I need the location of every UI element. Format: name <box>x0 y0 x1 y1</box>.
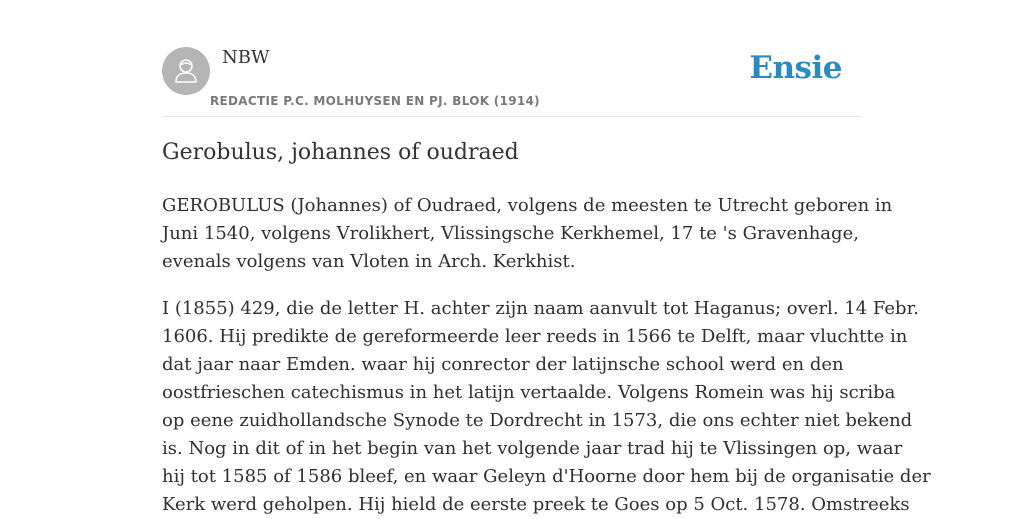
ensie-logo[interactable]: Ensie <box>749 50 842 86</box>
paragraph-line: is. Nog in dit of in het begin van het volgende jaar trad hij te Vlissingen op, waar <box>162 438 903 459</box>
article-paragraph-1 <box>162 192 893 276</box>
paragraph-line: evenals volgens van Vloten in Arch. Kerkhist. <box>162 251 576 272</box>
user-icon <box>171 56 201 86</box>
paragraph-line: op eene zuidhollandsche Synode te Dordrecht in 1573, die ons echter niet bekend <box>162 410 913 431</box>
article-title: Gerobulus, johannes of oudraed <box>162 140 519 165</box>
paragraph-line: I (1855) 429, die de letter H. achter zijn naam aanvult tot Haganus; overl. 14 Febr. <box>162 298 919 319</box>
paragraph-line: hij tot 1585 of 1586 bleef, en waar Geleyn d'Hoorne door hem bij de organisatie der <box>162 466 931 487</box>
paragraph-line: oostfrieschen catechismus in het latijn vertaalde. Volgens Romein was hij scriba <box>162 382 896 403</box>
article-header <box>162 0 862 117</box>
paragraph-line: 1606. Hij predikte de gereformeerde leer reeds in 1566 te Delft, maar vluchtte in <box>162 326 908 347</box>
avatar[interactable] <box>162 47 210 95</box>
editor-credit: REDACTIE P.C. MOLHUYSEN EN PJ. BLOK (1914) <box>210 94 540 108</box>
paragraph-line: dat jaar naar Emden. waar hij conrector der latijnsche school werd en den <box>162 354 844 375</box>
paragraph-line: Kerk werd geholpen. Hij hield de eerste preek te Goes op 5 Oct. 1578. Omstreeks <box>162 494 910 515</box>
page-container <box>162 0 931 515</box>
article-paragraph-2 <box>162 295 931 519</box>
author-name[interactable]: NBW <box>222 47 270 68</box>
paragraph-line: GEROBULUS (Johannes) of Oudraed, volgens de meesten te Utrecht geboren in <box>162 195 893 216</box>
paragraph-line: Juni 1540, volgens Vrolikhert, Vlissingsche Kerkhemel, 17 te 's Gravenhage, <box>162 223 859 244</box>
